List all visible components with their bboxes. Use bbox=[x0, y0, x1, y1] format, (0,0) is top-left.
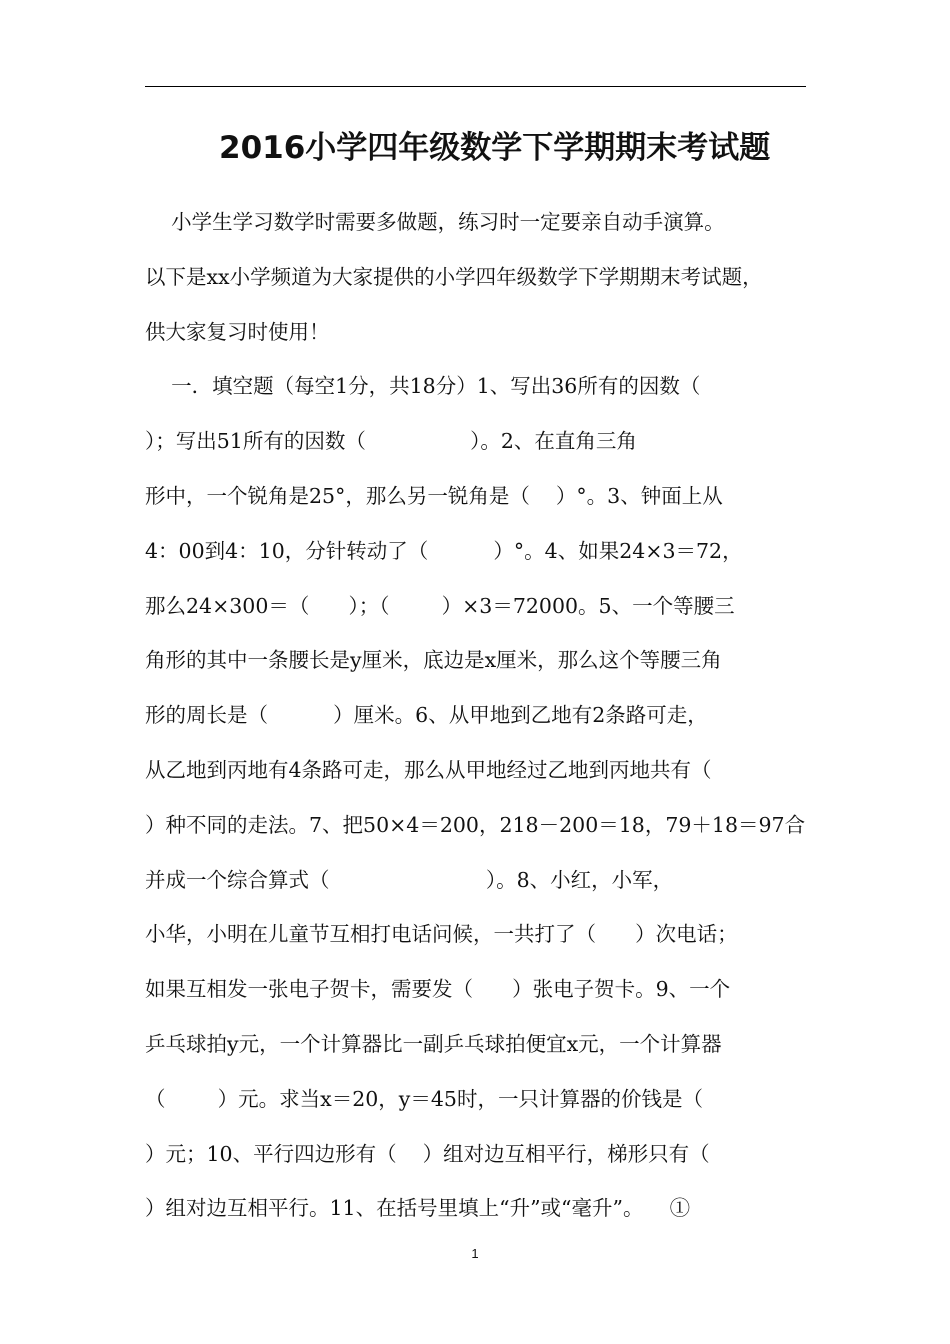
document-title: 2016小学四年级数学下学期期末考试题 bbox=[219, 130, 771, 166]
text-line: （ ）元。求当x＝20，y＝45时，一只计算器的价钱是（ bbox=[145, 1086, 703, 1111]
text-line: 并成一个综合算式（ ）。8、小红，小军， bbox=[145, 867, 674, 892]
text-line: 小学生学习数学时需要多做题，练习时一定要亲自动手演算。 bbox=[145, 210, 725, 234]
text-line: 4：00到4：10，分针转动了（ ）°。4、如果24×3＝72， bbox=[145, 538, 743, 563]
text-line: 那么24×300＝（ ）；（ ）×3＝72000。5、一个等腰三 bbox=[145, 593, 735, 618]
text-line: 从乙地到丙地有4条路可走，那么从甲地经过乙地到丙地共有（ bbox=[145, 758, 712, 782]
text-line: 以下是xx小学频道为大家提供的小学四年级数学下学期期末考试题， bbox=[145, 264, 763, 289]
text-line: ）；写出51所有的因数（ ）。2、在直角三角 bbox=[145, 429, 637, 454]
text-line: 乒乓球拍y元，一个计算器比一副乒乓球拍便宜x元，一个计算器 bbox=[145, 1032, 722, 1056]
text-line: 形的周长是（ ）厘米。6、从甲地到乙地有2条路可走， bbox=[145, 703, 708, 728]
header-rule bbox=[145, 86, 806, 87]
text-line: 小华，小明在儿童节互相打电话问候，一共打了（ ）次电话； bbox=[145, 922, 738, 947]
text-line: 角形的其中一条腰长是y厘米，底边是x厘米，那么这个等腰三角 bbox=[145, 648, 722, 673]
text-line: 形中，一个锐角是25°，那么另一锐角是（ ）°。3、钟面上从 bbox=[145, 484, 723, 508]
page-number: 1 bbox=[471, 1246, 479, 1261]
text-line: ）组对边互相平行。11、在括号里填上“升”或“毫升”。 ① bbox=[145, 1196, 691, 1221]
text-line: 供大家复习时使用！ bbox=[145, 319, 330, 344]
text-line: 一．填空题（每空1分，共18分）1、写出36所有的因数（ bbox=[145, 374, 701, 399]
text-line: ）种不同的走法。7、把50×4＝200，218－200＝18，79＋18＝97合 bbox=[145, 812, 806, 837]
text-line: ）元；10、平行四边形有（ ）组对边互相平行，梯形只有（ bbox=[145, 1141, 710, 1166]
text-line: 如果互相发一张电子贺卡，需要发（ ）张电子贺卡。9、一个 bbox=[145, 977, 731, 1002]
